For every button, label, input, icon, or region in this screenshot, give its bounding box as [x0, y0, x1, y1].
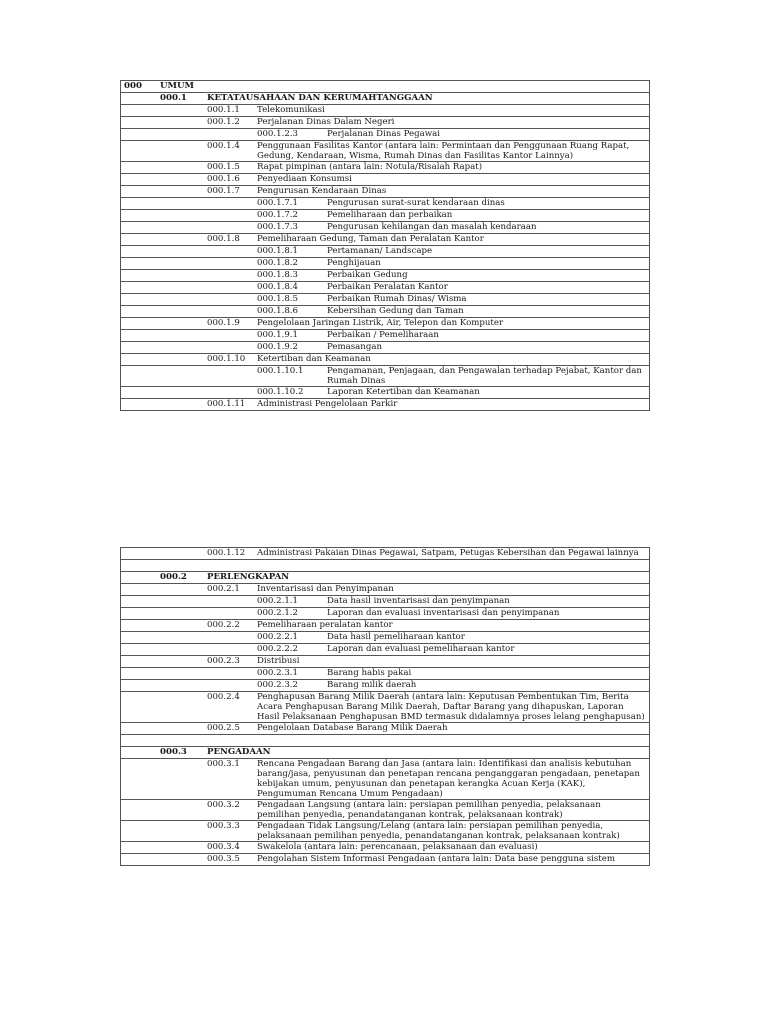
subitem-code: 000.2.3.1 — [257, 668, 299, 678]
indent-cell — [160, 387, 207, 398]
subitem-code: 000.1.2.3 — [257, 129, 299, 139]
indent-cell — [160, 680, 207, 691]
table-row — [121, 294, 649, 306]
indent-cell — [121, 759, 160, 799]
table-row — [121, 198, 649, 210]
table-row — [121, 234, 649, 246]
item-code: 000.1.12 — [207, 548, 246, 558]
indent-cell — [121, 270, 160, 281]
indent-cell — [121, 680, 160, 691]
indent-cell — [121, 584, 160, 595]
indent-cell — [121, 198, 160, 209]
subitem-code: 000.2.3.2 — [257, 680, 299, 690]
table-row — [121, 644, 649, 656]
item-title: Pengadaan Langsung (antara lain: persiapan pemilihan penyedia, pelaksanaan pemilihan penyedia, penandatanganan kontrak, pelaksanaan kontrak) — [257, 800, 601, 820]
item-title: Penggunaan Fasilitas Kantor (antara lain: Permintaan dan Penggunaan Ruang Rapat, Gedung, Kendaraan, Wisma, Rumah Dinas dan Fasilitas Kantor Lainnya) — [257, 141, 630, 161]
indent-cell — [160, 105, 207, 116]
item-title: Ketertiban dan Keamanan — [257, 354, 371, 364]
item-code: 000.3.4 — [207, 842, 240, 852]
item-title: Inventarisasi dan Penyimpanan — [257, 584, 394, 594]
subclass-code: 000.3 — [160, 747, 187, 757]
subitem-title: Data hasil inventarisasi dan penyimpanan — [327, 596, 510, 606]
table-row — [121, 387, 649, 399]
subitem-code: 000.1.9.2 — [257, 342, 299, 352]
indent-cell — [160, 210, 207, 221]
subitem-code: 000.2.2.1 — [257, 632, 299, 642]
indent-cell — [121, 258, 160, 269]
item-code: 000.2.4 — [207, 692, 240, 702]
indent-cell — [121, 294, 160, 305]
indent-cell — [207, 270, 257, 281]
indent-cell — [160, 854, 207, 865]
subitem-title: Laporan Ketertiban dan Keamanan — [327, 387, 480, 397]
item-code: 000.3.3 — [207, 821, 240, 831]
indent-cell — [121, 596, 160, 607]
indent-cell — [160, 186, 207, 197]
classification-table-2 — [120, 547, 650, 866]
indent-cell — [207, 306, 257, 317]
subitem-code: 000.1.8.3 — [257, 270, 299, 280]
table-row — [121, 821, 649, 842]
item-code: 000.2.5 — [207, 723, 240, 733]
indent-cell — [121, 854, 160, 865]
indent-cell — [207, 632, 257, 643]
indent-cell — [160, 270, 207, 281]
indent-cell — [160, 129, 207, 140]
table-row — [121, 117, 649, 129]
table-row — [121, 800, 649, 821]
indent-cell — [160, 584, 207, 595]
indent-cell — [160, 842, 207, 853]
item-title: Pemeliharaan Gedung, Taman dan Peralatan Kantor — [257, 234, 484, 244]
item-code: 000.1.2 — [207, 117, 240, 127]
item-title: Rapat pimpinan (antara lain: Notula/Risalah Rapat) — [257, 162, 483, 172]
item-code: 000.1.8 — [207, 234, 240, 244]
indent-cell — [207, 246, 257, 257]
table-row — [121, 342, 649, 354]
indent-cell — [160, 668, 207, 679]
table-row — [121, 129, 649, 141]
indent-cell — [207, 342, 257, 353]
indent-cell — [207, 387, 257, 398]
indent-cell — [121, 548, 160, 559]
indent-cell — [160, 141, 207, 161]
indent-cell — [207, 596, 257, 607]
table-row — [121, 366, 649, 387]
indent-cell — [160, 644, 207, 655]
table-row — [121, 632, 649, 644]
subclass-title: KETATAUSAHAAN DAN KERUMAHTANGGAAN — [207, 93, 433, 103]
table-row — [121, 842, 649, 854]
indent-cell — [121, 399, 160, 410]
subitem-title: Perjalanan Dinas Pegawai — [327, 129, 440, 139]
item-code: 000.1.5 — [207, 162, 240, 172]
table-row — [121, 162, 649, 174]
indent-cell — [160, 366, 207, 386]
item-title: Pengelolaan Jaringan Listrik, Air, Telepon dan Komputer — [257, 318, 504, 328]
table-row — [121, 306, 649, 318]
indent-cell — [121, 306, 160, 317]
item-title: Administrasi Pakaian Dinas Pegawai, Satpam, Petugas Kebersihan dan Pegawai lainnya — [257, 548, 639, 558]
indent-cell — [160, 723, 207, 734]
subitem-code: 000.2.1.2 — [257, 608, 299, 618]
subitem-title: Laporan dan evaluasi inventarisasi dan penyimpanan — [327, 608, 560, 618]
subitem-code: 000.1.10.1 — [257, 366, 304, 376]
indent-cell — [121, 620, 160, 631]
subitem-code: 000.1.8.4 — [257, 282, 299, 292]
item-title: Penghapusan Barang Milik Daerah (antara lain: Keputusan Pembentukan Tim, Berita Acara Penghapusan Barang Milik Daerah, Daftar Barang yang dihapuskan, Laporan Hasil Pelaksanaan Penghapusan BMD termasuk didalamnya proses lelang penghapusan) — [257, 692, 645, 722]
table-row — [121, 105, 649, 117]
indent-cell — [121, 93, 160, 104]
subitem-title: Perbaikan Gedung — [327, 270, 408, 280]
indent-cell — [121, 330, 160, 341]
subitem-title: Barang milik daerah — [327, 680, 417, 690]
indent-cell — [121, 747, 160, 758]
indent-cell — [160, 198, 207, 209]
indent-cell — [160, 548, 207, 559]
indent-cell — [121, 234, 160, 245]
indent-cell — [121, 342, 160, 353]
indent-cell — [207, 366, 257, 386]
indent-cell — [207, 294, 257, 305]
subitem-code: 000.2.2.2 — [257, 644, 299, 654]
indent-cell — [160, 399, 207, 410]
table-row — [121, 723, 649, 735]
subitem-title: Barang habis pakai — [327, 668, 412, 678]
subclass-code: 000.1 — [160, 93, 187, 103]
indent-cell — [160, 117, 207, 128]
indent-cell — [121, 141, 160, 161]
subitem-code: 000.1.8.1 — [257, 246, 299, 256]
indent-cell — [121, 117, 160, 128]
item-title: Administrasi Pengelolaan Parkir — [257, 399, 398, 409]
item-code: 000.3.2 — [207, 800, 240, 810]
item-code: 000.1.11 — [207, 399, 246, 409]
item-title: Rencana Pengadaan Barang dan Jasa (antara lain: Identifikasi dan analisis kebutuhan barang/jasa, penyusunan dan penetapan rencana penganggaran pengadaan, penetapan kebijakan umum, penyusunan dan penetapan kerangka Acuan Kerja (KAK), Pengumuman Rencana Umum Pengadaan) — [257, 759, 640, 799]
indent-cell — [207, 644, 257, 655]
subitem-code: 000.1.7.1 — [257, 198, 299, 208]
indent-cell — [121, 608, 160, 619]
table-row — [121, 318, 649, 330]
indent-cell — [160, 174, 207, 185]
indent-cell — [121, 800, 160, 820]
table-row — [121, 174, 649, 186]
indent-cell — [121, 246, 160, 257]
indent-cell — [160, 800, 207, 820]
table-row — [121, 93, 649, 105]
indent-cell — [207, 282, 257, 293]
subitem-title: Perbaikan / Pemeliharaan — [327, 330, 439, 340]
subitem-code: 000.1.7.3 — [257, 222, 299, 232]
indent-cell — [121, 366, 160, 386]
indent-cell — [121, 644, 160, 655]
table-row — [121, 656, 649, 668]
subitem-title: Laporan dan evaluasi pemeliharaan kantor — [327, 644, 515, 654]
item-code: 000.2.2 — [207, 620, 240, 630]
table-row — [121, 81, 649, 93]
table-row — [121, 399, 649, 411]
indent-cell — [160, 282, 207, 293]
indent-cell — [160, 234, 207, 245]
table-row — [121, 354, 649, 366]
table-row — [121, 620, 649, 632]
indent-cell — [207, 608, 257, 619]
indent-cell — [121, 668, 160, 679]
item-title: Pengelolaan Database Barang Milik Daerah — [257, 723, 448, 733]
indent-cell — [207, 668, 257, 679]
subclass-title: PERLENGKAPAN — [207, 572, 290, 582]
subitem-code: 000.2.1.1 — [257, 596, 299, 606]
item-title: Perjalanan Dinas Dalam Negeri — [257, 117, 395, 127]
indent-cell — [121, 222, 160, 233]
table-row — [121, 210, 649, 222]
subitem-title: Kebersihan Gedung dan Taman — [327, 306, 464, 316]
subclass-title: PENGADAAN — [207, 747, 271, 757]
item-title: Penyediaan Konsumsi — [257, 174, 352, 184]
item-title: Swakelola (antara lain: perencanaan, pelaksanaan dan evaluasi) — [257, 842, 538, 852]
item-code: 000.1.6 — [207, 174, 240, 184]
indent-cell — [160, 596, 207, 607]
subitem-code: 000.1.10.2 — [257, 387, 304, 397]
subitem-code: 000.1.8.5 — [257, 294, 299, 304]
class-title: UMUM — [160, 81, 195, 91]
table-row — [121, 258, 649, 270]
item-code: 000.1.10 — [207, 354, 246, 364]
class-code: 000 — [124, 81, 142, 91]
item-title: Pengadaan Tidak Langsung/Lelang (antara lain: persiapan pemilihan penyedia, pelaksanaan pemilihan penyedia, penandatanganan kontrak, pelaksanaan kontrak) — [257, 821, 620, 841]
indent-cell — [121, 162, 160, 173]
table-row — [121, 854, 649, 866]
indent-cell — [160, 821, 207, 841]
indent-cell — [160, 294, 207, 305]
subitem-title: Perbaikan Peralatan Kantor — [327, 282, 448, 292]
table-row — [121, 560, 649, 572]
table-row — [121, 330, 649, 342]
indent-cell — [160, 342, 207, 353]
subitem-title: Perbaikan Rumah Dinas/ Wisma — [327, 294, 467, 304]
indent-cell — [160, 354, 207, 365]
subitem-title: Data hasil pemeliharaan kantor — [327, 632, 465, 642]
indent-cell — [121, 821, 160, 841]
table-row — [121, 596, 649, 608]
table-row — [121, 141, 649, 162]
table-row — [121, 692, 649, 723]
table-row — [121, 735, 649, 747]
table-row — [121, 572, 649, 584]
indent-cell — [121, 186, 160, 197]
indent-cell — [121, 282, 160, 293]
indent-cell — [207, 198, 257, 209]
subitem-title: Pengurusan kehilangan dan masalah kendaraan — [327, 222, 537, 232]
indent-cell — [160, 222, 207, 233]
indent-cell — [121, 174, 160, 185]
indent-cell — [121, 318, 160, 329]
indent-cell — [160, 318, 207, 329]
table-row — [121, 747, 649, 759]
item-code: 000.3.5 — [207, 854, 240, 864]
table-row — [121, 608, 649, 620]
indent-cell — [160, 246, 207, 257]
item-title: Pengolahan Sistem Informasi Pengadaan (antara lain: Data base pengguna sistem — [257, 854, 615, 864]
subitem-title: Pengurusan surat-surat kendaraan dinas — [327, 198, 505, 208]
item-code: 000.2.1 — [207, 584, 240, 594]
indent-cell — [121, 129, 160, 140]
subclass-code: 000.2 — [160, 572, 187, 582]
indent-cell — [121, 105, 160, 116]
table-row — [121, 548, 649, 560]
table-row — [121, 584, 649, 596]
subitem-title: Pemeliharaan dan perbaikan — [327, 210, 453, 220]
item-title: Distribusi — [257, 656, 300, 666]
item-code: 000.1.4 — [207, 141, 240, 151]
indent-cell — [160, 656, 207, 667]
classification-table-1 — [120, 80, 650, 411]
indent-cell — [121, 387, 160, 398]
indent-cell — [207, 210, 257, 221]
indent-cell — [121, 572, 160, 583]
indent-cell — [160, 330, 207, 341]
table-row — [121, 186, 649, 198]
table-row — [121, 246, 649, 258]
item-title: Pemeliharaan peralatan kantor — [257, 620, 393, 630]
indent-cell — [160, 692, 207, 722]
indent-cell — [121, 656, 160, 667]
subitem-code: 000.1.9.1 — [257, 330, 299, 340]
table-row — [121, 680, 649, 692]
item-title: Pengurusan Kendaraan Dinas — [257, 186, 387, 196]
table-row — [121, 668, 649, 680]
indent-cell — [160, 306, 207, 317]
item-title: Telekomunikasi — [257, 105, 325, 115]
item-code: 000.2.3 — [207, 656, 240, 666]
indent-cell — [121, 842, 160, 853]
indent-cell — [160, 632, 207, 643]
subitem-code: 000.1.8.6 — [257, 306, 299, 316]
table-row — [121, 282, 649, 294]
indent-cell — [207, 129, 257, 140]
item-code: 000.1.1 — [207, 105, 240, 115]
item-code: 000.1.9 — [207, 318, 240, 328]
indent-cell — [121, 723, 160, 734]
indent-cell — [207, 222, 257, 233]
indent-cell — [121, 692, 160, 722]
table-row — [121, 270, 649, 282]
indent-cell — [207, 330, 257, 341]
indent-cell — [121, 632, 160, 643]
item-code: 000.1.7 — [207, 186, 240, 196]
indent-cell — [121, 354, 160, 365]
indent-cell — [160, 258, 207, 269]
indent-cell — [207, 258, 257, 269]
subitem-title: Pengamanan, Penjagaan, dan Pengawalan terhadap Pejabat, Kantor dan Rumah Dinas — [327, 366, 642, 386]
subitem-code: 000.1.7.2 — [257, 210, 299, 220]
table-row — [121, 759, 649, 800]
indent-cell — [160, 620, 207, 631]
subitem-title: Pemasangan — [327, 342, 382, 352]
table-row — [121, 222, 649, 234]
subitem-code: 000.1.8.2 — [257, 258, 299, 268]
subitem-title: Pertamanan/ Landscape — [327, 246, 433, 256]
indent-cell — [121, 210, 160, 221]
indent-cell — [160, 162, 207, 173]
item-code: 000.3.1 — [207, 759, 240, 769]
indent-cell — [160, 759, 207, 799]
indent-cell — [160, 608, 207, 619]
subitem-title: Penghijauan — [327, 258, 381, 268]
indent-cell — [207, 680, 257, 691]
